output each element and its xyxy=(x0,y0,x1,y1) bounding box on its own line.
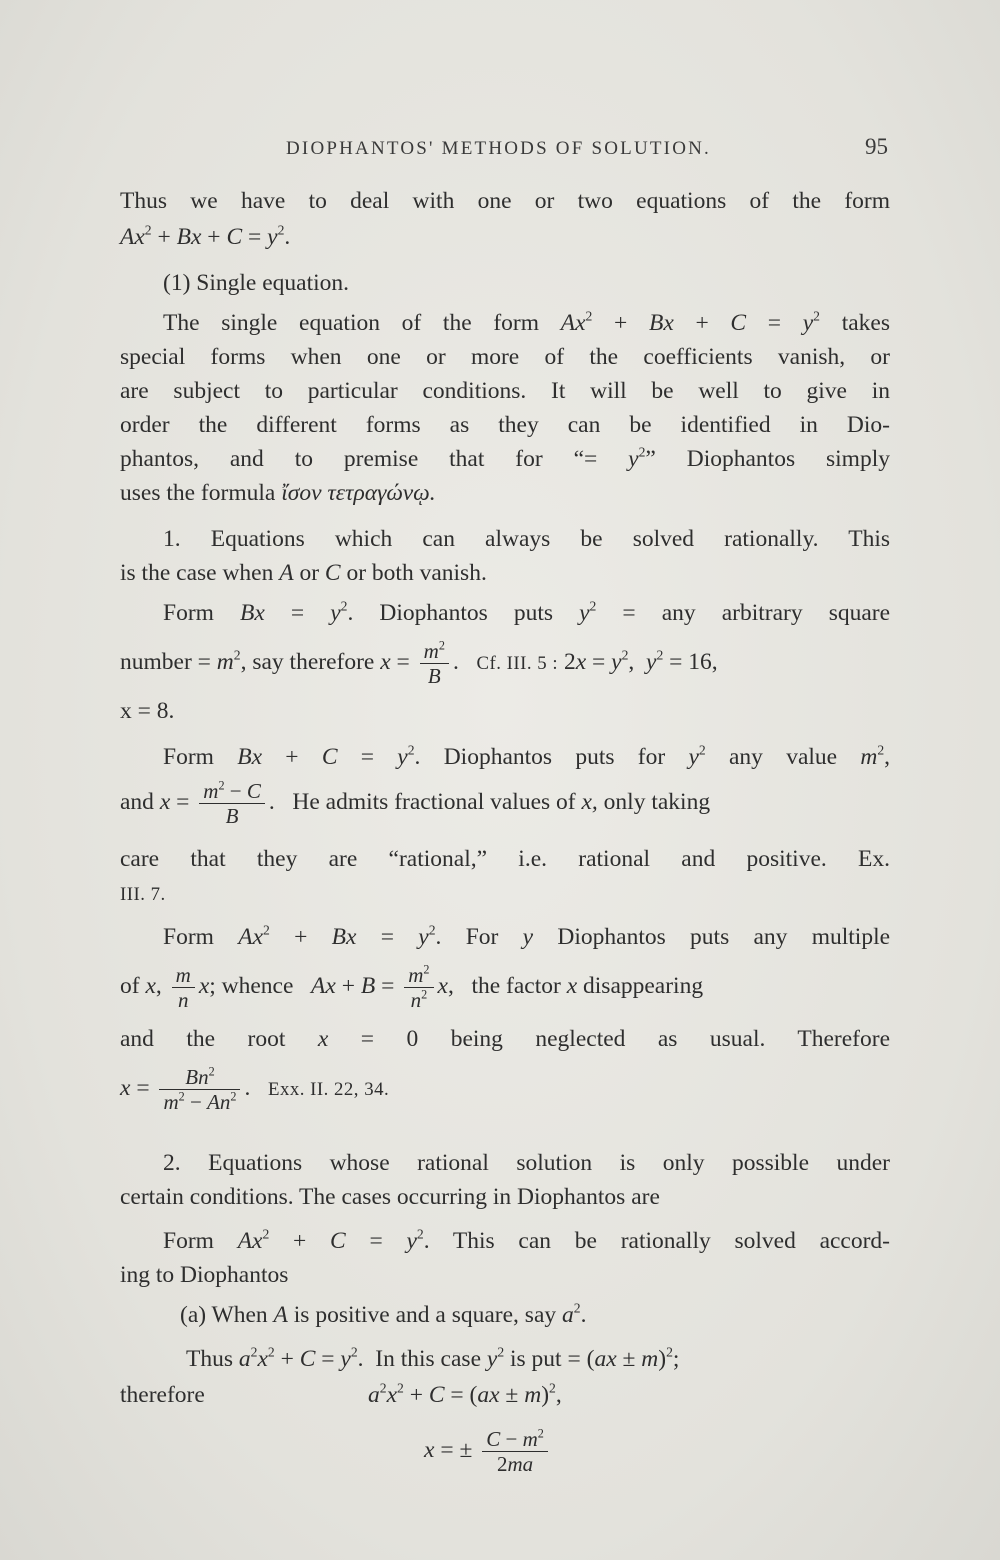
text-line: III. 7. xyxy=(120,884,166,905)
subheading-single-equation: (1) Single equation. xyxy=(163,270,350,296)
paragraph-line: The single equation of the form $Ax^2 + Bx + C = y^2$ takes xyxy=(163,308,890,336)
paragraph-line: is the case when A or C or both vanish. xyxy=(120,560,487,586)
fraction: $\frac{m}{n}$ xyxy=(172,963,195,1012)
form-ax2bx-line: Form $Ax^2 + Bx = y^2$. For y Diophantos puts any multiple xyxy=(163,922,891,950)
paragraph-line: certain conditions. The cases occurring in Diophantos are xyxy=(120,1184,660,1210)
page-number: 95 xyxy=(865,134,888,159)
greek-formula: ἴσον τετραγώνῳ. xyxy=(281,480,436,506)
equation-general: $Ax^2 + Bx + C = y^2$. xyxy=(120,222,291,250)
solution-line: x = ± $\frac{C - m^2}{2ma}$ xyxy=(424,1418,724,1482)
equation-line: $a^2x^2 + C = (ax \pm m)^2$, xyxy=(368,1380,562,1408)
case-a-line: (a) When A is positive and a square, say $a^2$. xyxy=(180,1300,587,1328)
form-ax2c-line: Form $Ax^2 + C = y^2$. This can be rationally solved accord- xyxy=(163,1226,891,1254)
section-2-heading: 2. Equations whose rational solution is only possible under xyxy=(163,1150,890,1176)
form-bxc-formula-line: and x = $\frac{m^2 - C}{B}$ . He admits fractional values of x, only taking xyxy=(120,778,711,829)
form-ax2bx-result-line: x = $\frac{Bn^2}{m^2 - An^2}$ . Exx. II. 22, 34. xyxy=(120,1064,390,1115)
text-line: x = 8. xyxy=(120,698,175,724)
text-line: Thus we have to deal with one or two equations of the form xyxy=(120,188,890,214)
paragraph-line: order the different forms as they can be identified in Dio- xyxy=(120,412,890,438)
thus-line: Thus $a^2x^2 + C = y^2$. In this case $y^2$ is put = (ax ± m)$^2$; xyxy=(186,1344,680,1372)
paragraph-line: uses the formula ἴσον τετραγώνῳ. xyxy=(120,480,436,506)
form-bxc-line: Form $Bx + C = y^2$. Diophantos puts for $y^2$ any value $m^2$, xyxy=(163,742,891,770)
section-1-heading: 1. Equations which can always be solved rationally. This xyxy=(163,526,890,552)
fraction: $\frac{m^2 - C}{B}$ xyxy=(199,779,265,828)
paragraph-line: phantos, and to premise that for “= $y^2$” Diophantos simply xyxy=(120,444,890,472)
paragraph-line: special forms when one or more of the coefficients vanish, or xyxy=(120,344,890,370)
paragraph-line: are subject to particular conditions. It will be well to give in xyxy=(120,378,890,404)
text-line: therefore xyxy=(120,1382,205,1408)
form-bx-formula-line: number = $m^2$, say therefore x = $\frac{m^2}{B}$ . Cf. III. 5 : $2x = y^2$, $y^2 = 16$, xyxy=(120,638,718,689)
form-ax2bx-formula-line: of x, $\frac{m}{n}$ x; whence Ax + B = $\frac{m^2}{n^2}$ x, the factor x disappearing xyxy=(120,962,704,1013)
fraction: $\frac{m^2}{B}$ xyxy=(420,639,449,688)
running-title: DIOPHANTOS' METHODS OF SOLUTION. xyxy=(286,138,711,159)
form-bx-line: Form $Bx = y^2$. Diophantos puts $y^2$ = any arbitrary square xyxy=(163,598,891,626)
paragraph-line: and the root x = 0 being neglected as usual. Therefore xyxy=(120,1026,891,1052)
text-line: ing to Diophantos xyxy=(120,1262,289,1288)
fraction: $\frac{m^2}{n^2}$ xyxy=(404,963,433,1012)
paragraph-line: care that they are “rational,” i.e. rational and positive. Ex. xyxy=(120,846,890,872)
fraction: $\frac{Bn^2}{m^2 - An^2}$ xyxy=(159,1065,240,1114)
fraction: $\frac{C - m^2}{2ma}$ xyxy=(482,1427,548,1476)
